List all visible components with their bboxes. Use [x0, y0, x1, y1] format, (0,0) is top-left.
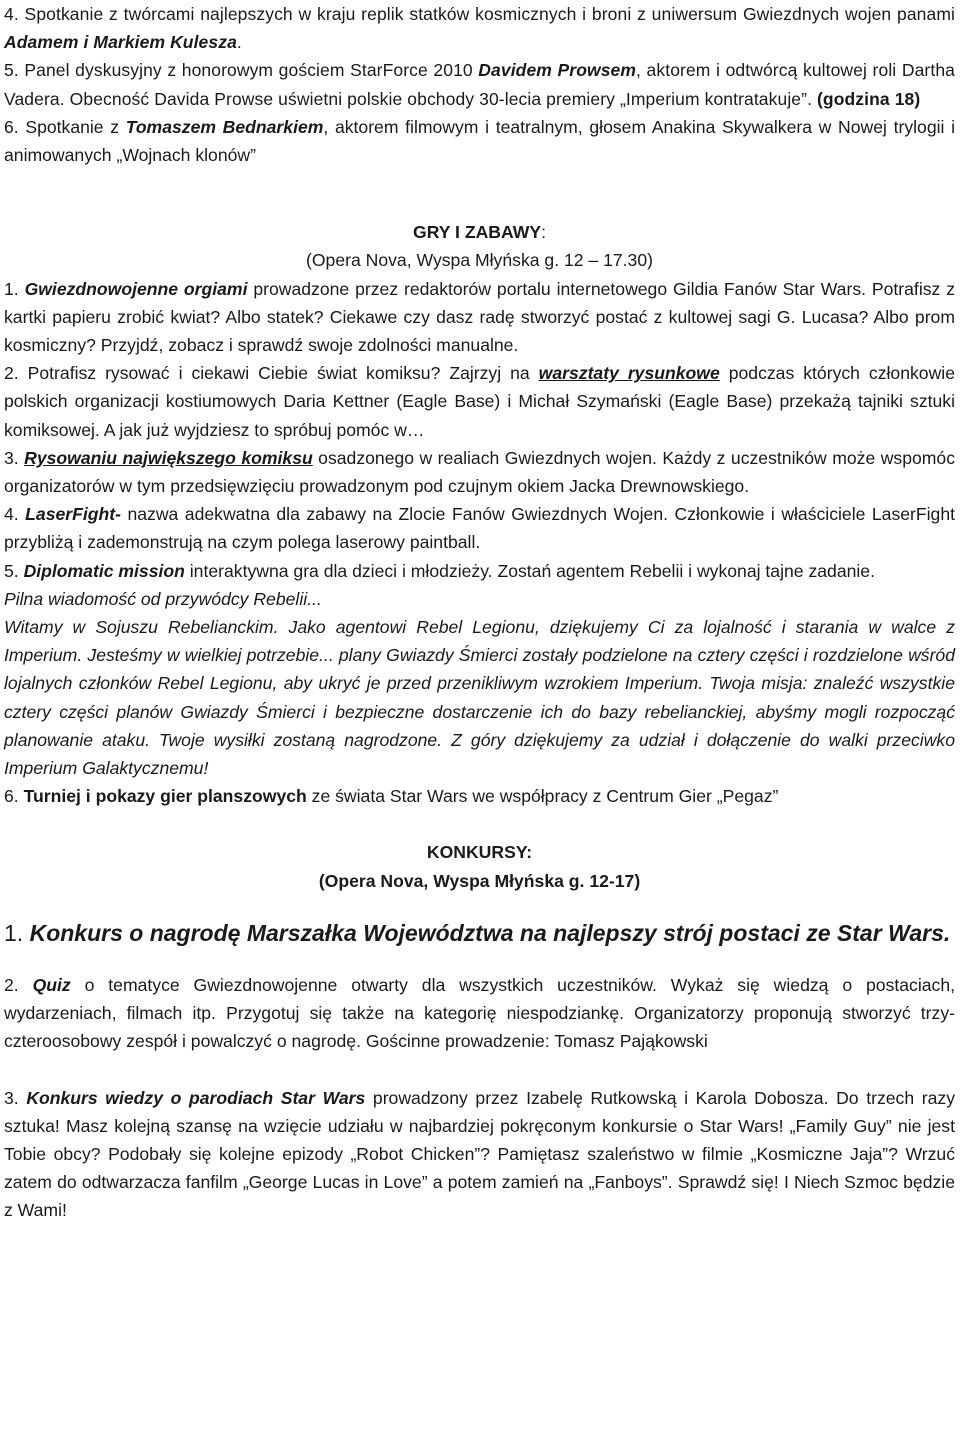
spacer	[4, 810, 955, 838]
contests-item-2: 2. Quiz o tematyce Gwiezdnowojenne otwarty dla wszystkich uczestników. Wykaż się wiedzą o postaciach, wydarzeniach, filmach itp. Przygotuj się także na kategorię niespodziankę. Organizatorzy proponują stworzyć trzy- czteroosobowy zespół i powalczyć o nagrodę. Gościnne prowadzenie: Tomasz Pająkowski	[4, 974, 956, 1052]
spacer	[4, 1056, 955, 1084]
event-item-4: 4. Spotkanie z twórcami najlepszych w kraju replik statków kosmicznych i broni z uniwersum Gwiezdnych wojen panami Adamem i Markiem Kulesza.	[4, 4, 955, 53]
event-time: (godzina 18)	[817, 88, 921, 109]
guest-name: Tomaszem Bednarkiem	[125, 116, 324, 137]
contests-item-1: 1. Konkurs o nagrodę Marszałka Województwa na najlepszy strój postaci ze Star Wars.	[4, 919, 951, 946]
guest-names: Adamem i Markiem Kulesza	[4, 32, 237, 53]
rebel-message-body: Witamy w Sojuszu Rebelianckim. Jako agentowi Rebel Legionu, dziękujemy Ci za lojalność i starania w walce z Imperium. Jesteśmy w wielkiej potrzebie... plany Gwiazdy Śmierci zostały podzielone na cztery części i rozdzielone wśród lojalnych członków Rebel Legionu, aby ukryć je przed przenikliwym wzrokiem Imperium. Twoja misja: znaleźć wszystkie cztery części planów Gwiazdy Śmierci i bezpieczne dostarczenie ich do bazy rebelianckiej, abyśmy mogli rozpocząć planowanie ataku. Twoje wysiłki zostaną nagrodzone. Z góry dziękujemy za udział i dołączenie do walki przeciwko Imperium Galaktycznemu!	[4, 617, 955, 779]
games-venue: (Opera Nova, Wyspa Młyńska g. 12 – 17.30)	[306, 250, 653, 271]
rebel-message-title: Pilna wiadomość od przywódcy Rebelii...	[4, 588, 322, 609]
games-item-5: 5. Diplomatic mission interaktywna gra dla dzieci i młodzieży. Zostań agentem Rebelii i wykonaj tajne zadanie.	[4, 560, 875, 581]
spacer	[4, 169, 955, 218]
event-item-6: 6. Spotkanie z Tomaszem Bednarkiem, aktorem filmowym i teatralnym, głosem Anakina Skywalkera w Nowej trylogii i animowanych „Wojnach klonów”	[4, 116, 955, 166]
games-item-3: 3. Rysowaniu największego komiksu osadzonego w realiach Gwiezdnych wojen. Każdy z uczestników może wspomóc organizatorów w tym przedsięwzięciu prowadzonym pod czujnym okiem Jacka Drewnowskiego.	[4, 447, 955, 497]
contests-heading: KONKURSY:	[426, 842, 533, 863]
spacer	[4, 951, 955, 971]
guest-name: Davidem Prowsem	[478, 60, 637, 81]
games-item-1: 1. Gwiezdnowojenne orgiami prowadzone przez redaktorów portalu internetowego Gildia Fanów Star Wars. Potrafisz z kartki papieru zrobić kwiat? Albo statek? Ciekawe czy dasz radę stworzyć postać z kultowej sagi G. Lucasa? Albo prom kosmiczny? Przyjdź, zobacz i sprawdź swoje zdolności manualne.	[4, 278, 956, 356]
contests-venue: (Opera Nova, Wyspa Młyńska g. 12-17)	[318, 870, 641, 891]
games-heading: GRY I ZABAWY:	[413, 222, 546, 243]
contests-item-3: 3. Konkurs wiedzy o parodiach Star Wars prowadzony przez Izabelę Rutkowską i Karola Dobosza. Do trzech razy sztuka! Masz kolejną szansę na wzięcie udziału w najbardziej pokręconym konkursie o Star Wars! „Family Guy” nie jest Tobie obcy? Podobały się kolejne epizody „Robot Chicken”? Pamiętasz szaleństwo w filmie „Kosmiczne Jaja”? Wrzuć zatem do odtwarzacza fanfilm „George Lucas in Love” a potem zamień na „Fanboys”. Sprawdź się! I Niech Szmoc będzie z Wami!	[4, 1087, 956, 1221]
games-item-6: 6. Turniej i pokazy gier planszowych ze świata Star Wars we współpracy z Centrum Gier „Pegaz”	[4, 786, 779, 807]
spacer	[4, 895, 955, 915]
event-item-5: 5. Panel dyskusyjny z honorowym gościem StarForce 2010 Davidem Prowsem, aktorem i odtwórcą kultowej roli Dartha Vadera. Obecność Davida Prowse uświetni polskie obchody 30-lecia premiery „Imperium kontratakuje”. (godzina 18)	[4, 60, 955, 109]
games-item-2: 2. Potrafisz rysować i ciekawi Ciebie świat komiksu? Zajrzyj na warsztaty rysunkowe podczas których członkowie polskich organizacji kostiumowych Daria Kettner (Eagle Base) i Michał Szymański (Eagle Base) przekażą tajniki sztuki komiksowej. A jak już wyjdziesz to spróbuj pomóc w…	[4, 363, 955, 440]
games-item-4: 4. LaserFight- nazwa adekwatna dla zabawy na Zlocie Fanów Gwiezdnych Wojen. Członkowie i właściciele LaserFight przybliżą i zademonstrują na czym polega laserowy paintball.	[4, 504, 956, 553]
